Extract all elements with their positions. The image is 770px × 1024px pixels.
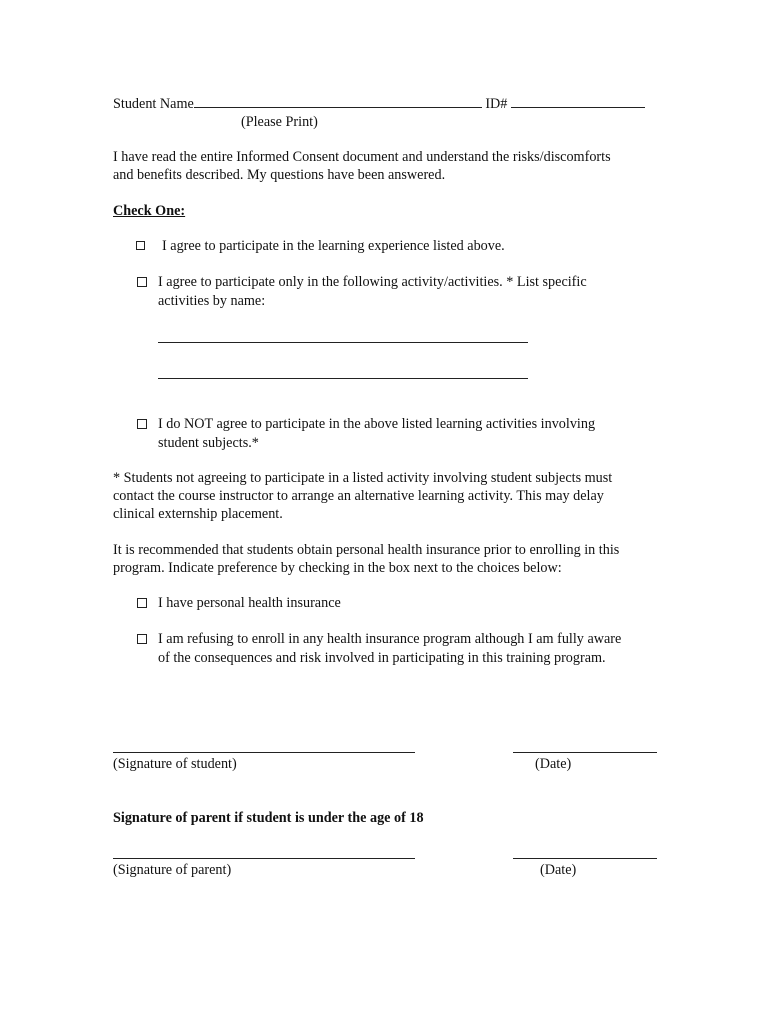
student-signature-label: (Signature of student) <box>113 756 237 772</box>
activity-field-1[interactable] <box>158 342 528 343</box>
parent-signature-label: (Signature of parent) <box>113 862 232 878</box>
parent-date-label: (Date) <box>540 862 577 878</box>
option-agree-label: I agree to participate in the learning experience listed above. <box>162 238 505 254</box>
option-decline-label-1: I do NOT agree to participate in the above listed learning activities involving <box>158 416 596 432</box>
note-line-3: clinical externship placement. <box>113 506 283 522</box>
parent-signature-heading: Signature of parent if student is under the age of 18 <box>113 810 424 826</box>
insurance-refuse-checkbox[interactable] <box>137 634 147 644</box>
option-partial-label-2: activities by name: <box>158 293 266 309</box>
id-label: ID# <box>485 96 508 112</box>
note-line-2: contact the course instructor to arrange an alternative learning activity. This may delay <box>113 488 604 504</box>
student-name-row <box>113 94 645 113</box>
insurance-line-2: program. Indicate preference by checking in the box next to the choices below: <box>113 560 562 576</box>
note-line-1: * Students not agreeing to participate in a listed activity involving student subjects must <box>113 470 613 486</box>
option-decline-checkbox[interactable] <box>137 419 147 429</box>
parent-signature-field[interactable] <box>113 858 415 859</box>
insurance-refuse-label-2: of the consequences and risk involved in participating in this training program. <box>158 650 606 666</box>
insurance-line-1: It is recommended that students obtain personal health insurance prior to enrolling in this <box>113 542 620 558</box>
student-date-field[interactable] <box>513 752 657 753</box>
insurance-refuse-label-1: I am refusing to enroll in any health insurance program although I am fully aware <box>158 631 622 647</box>
option-agree-checkbox[interactable] <box>136 241 145 250</box>
please-print-note: (Please Print) <box>241 114 318 130</box>
check-one-heading: Check One: <box>113 203 186 219</box>
insurance-have-checkbox[interactable] <box>137 598 147 608</box>
id-field[interactable] <box>511 94 645 108</box>
student-name-field[interactable] <box>194 94 482 108</box>
student-date-label: (Date) <box>535 756 572 772</box>
option-decline-label-2: student subjects.* <box>158 435 259 451</box>
student-name-label: Student Name <box>113 96 194 112</box>
parent-date-field[interactable] <box>513 858 657 859</box>
intro-line-2: and benefits described. My questions have been answered. <box>113 167 446 183</box>
activity-field-2[interactable] <box>158 378 528 379</box>
insurance-have-label: I have personal health insurance <box>158 595 341 611</box>
option-partial-checkbox[interactable] <box>137 277 147 287</box>
student-signature-field[interactable] <box>113 752 415 753</box>
option-partial-label-1: I agree to participate only in the following activity/activities. * List specific <box>158 274 587 290</box>
intro-line-1: I have read the entire Informed Consent document and understand the risks/discomforts <box>113 149 611 165</box>
